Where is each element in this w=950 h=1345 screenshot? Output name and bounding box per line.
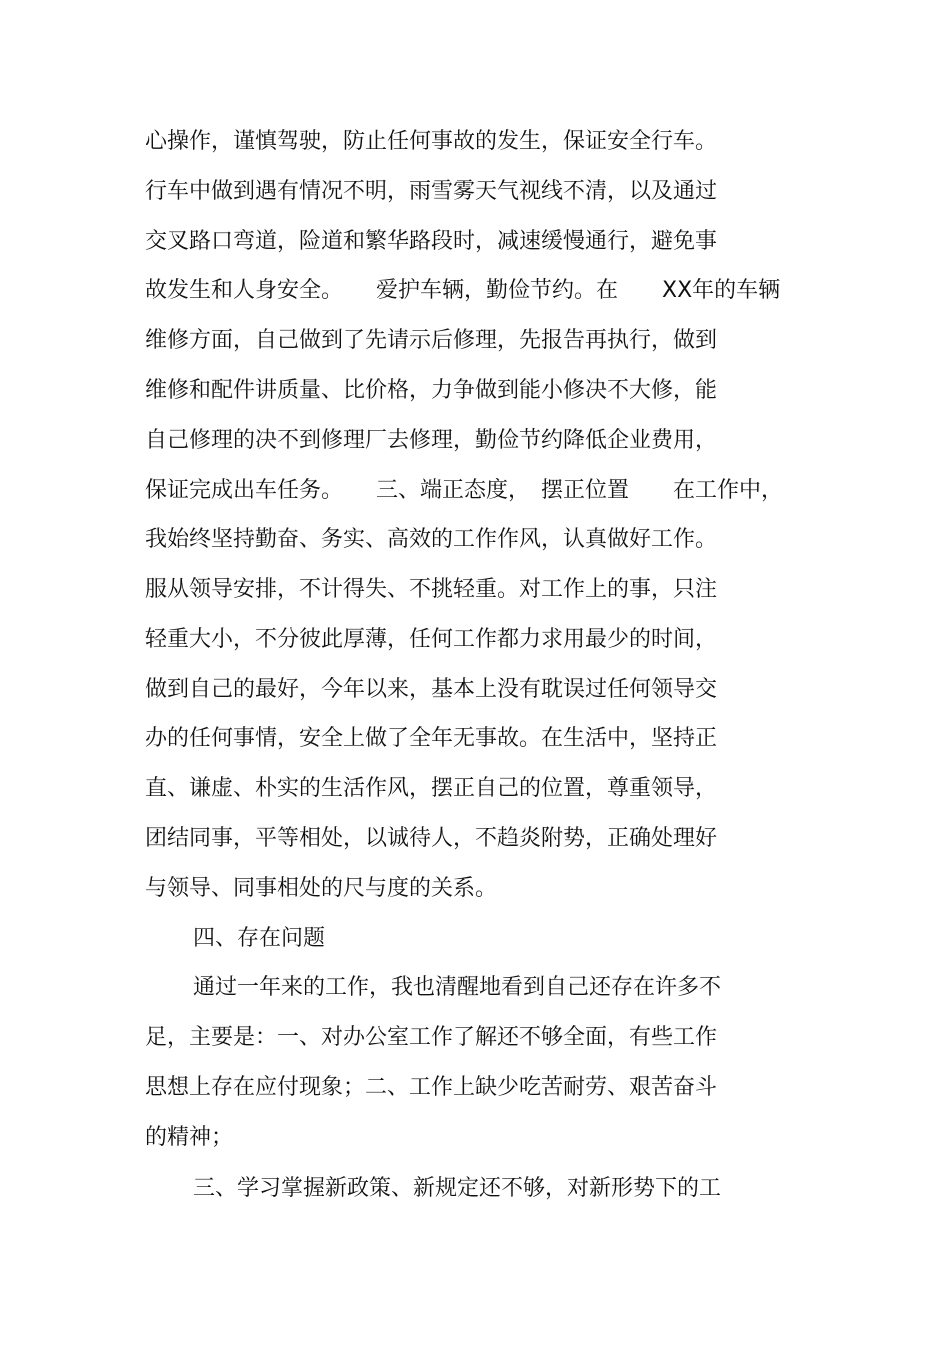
text-line: 轻重大小，不分彼此厚薄，任何工作都力求用最少的时间， (145, 627, 718, 652)
text-line: 足，主要是：一、对办公室工作了解还不够全面，有些工作 (145, 1025, 718, 1050)
text-line: 服从领导安排，不计得失、不挑轻重。对工作上的事，只注 (145, 577, 718, 602)
text-line: 心操作，谨慎驾驶，防止任何事故的发生，保证安全行车。 (145, 129, 718, 154)
text-line: 团结同事，平等相处，以诚待人，不趋炎附势，正确处理好 (145, 826, 718, 851)
text-line: 自己修理的决不到修理厂去修理，勤俭节约降低企业费用， (145, 428, 718, 453)
text-line: 维修方面，自己做到了先请示后修理，先报告再执行，做到 (145, 328, 718, 353)
text-line: 的精神； (145, 1125, 234, 1150)
text-line: 交叉路口弯道，险道和繁华路段时，减速缓慢通行，避免事 (145, 229, 718, 254)
text-line: 办的任何事情，安全上做了全年无事故。在生活中，坚持正 (145, 726, 718, 751)
text-line: 维修和配件讲质量、比价格，力争做到能小修决不大修，能 (145, 378, 718, 403)
text-line: 与领导、同事相处的尺与度的关系。 (145, 876, 498, 901)
text-line: 三、学习掌握新政策、新规定还不够，对新形势下的工 (193, 1176, 722, 1201)
text-line: 通过一年来的工作，我也清醒地看到自己还存在许多不 (193, 975, 722, 1000)
text-line: 做到自己的最好，今年以来，基本上没有耽误过任何领导交 (145, 677, 718, 702)
section-heading: 四、存在问题 (193, 926, 326, 951)
text-line: 保证完成出车任务。 三、端正态度， 摆正位置 在工作中， (145, 478, 784, 503)
text-line: 我始终坚持勤奋、务实、高效的工作作风，认真做好工作。 (145, 527, 718, 552)
text-line: 思想上存在应付现象；二、工作上缺少吃苦耐劳、艰苦奋斗 (145, 1075, 718, 1100)
text-line: 行车中做到遇有情况不明，雨雪雾天气视线不清，以及通过 (145, 179, 718, 204)
text-line: 故发生和人身安全。 爱护车辆，勤俭节约。在 XX年的车辆 (145, 278, 781, 303)
text-line: 直、谦虚、朴实的生活作风，摆正自己的位置，尊重领导， (145, 776, 718, 801)
